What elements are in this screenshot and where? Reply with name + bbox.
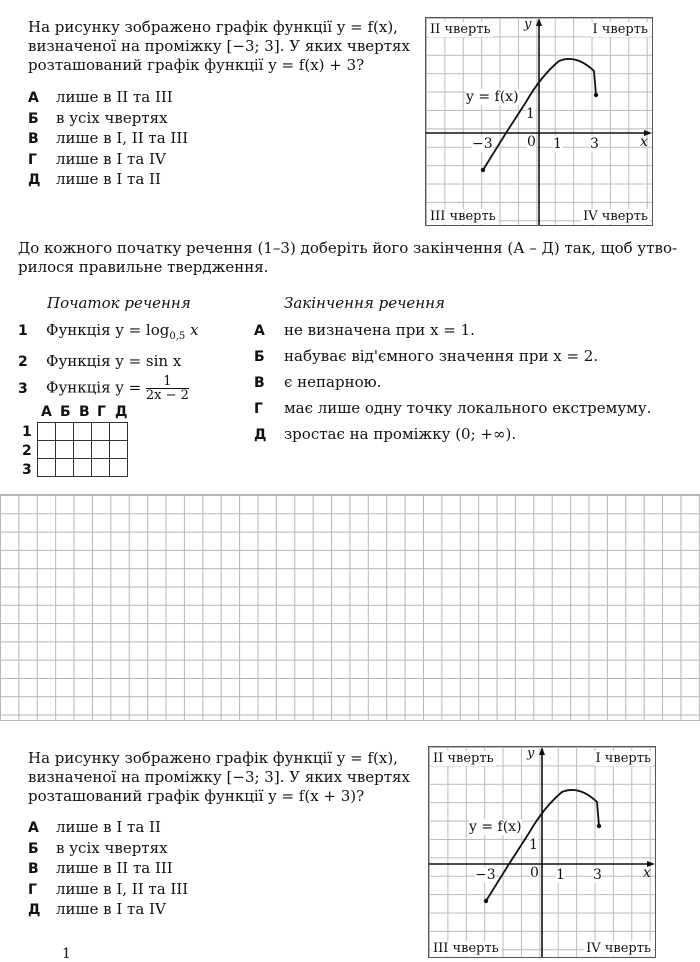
x-axis-label: x <box>640 134 648 150</box>
option-letter: А <box>28 90 39 106</box>
end-text: набуває від'ємного значення при x = 2. <box>284 347 599 365</box>
option-letter: Б <box>28 840 39 857</box>
option-text: лише в І, ІІ та ІІІ <box>56 129 189 147</box>
answer-cell[interactable] <box>110 441 128 459</box>
task3-question-line: розташований графік функції y = f(x + 3)? <box>28 787 365 805</box>
tick-y1: 1 <box>526 106 535 122</box>
column-end-heading: Закінчення речення <box>284 294 445 312</box>
option-text: лише в І та IV <box>56 149 166 168</box>
graph-2-axes-curve <box>429 747 655 957</box>
answer-col-v: В <box>79 404 90 420</box>
tick-minus3: −3 <box>475 867 496 883</box>
option-letter: Д <box>28 902 41 918</box>
answer-cell[interactable] <box>38 441 56 459</box>
answer-cell[interactable] <box>92 423 110 441</box>
start-num: 2 <box>18 354 28 370</box>
task3-question-line: визначеної на проміжку [−3; 3]. У яких чвертях <box>28 768 410 786</box>
option-text: лише в ІІ та ІІІ <box>56 859 173 877</box>
log-base: 0,5 <box>169 331 186 342</box>
task2-intro-line: До кожного початку речення (1–3) доберіть його закінчення (А – Д) так, щоб утво- <box>18 239 678 257</box>
tick-1: 1 <box>556 867 565 883</box>
task3-option-g[interactable] <box>28 880 188 901</box>
option-letter: В <box>28 131 39 147</box>
start-num: 1 <box>18 323 28 339</box>
option-text: лише в І та ІІ <box>56 818 161 836</box>
task1-option-a[interactable] <box>28 88 188 109</box>
quadrant-2-label: ІІ чверть <box>430 22 491 37</box>
task1-question-line: визначеної на проміжку [−3; 3]. У яких чвертях <box>28 37 410 55</box>
answer-grid <box>37 422 128 477</box>
answer-cell[interactable] <box>56 459 74 477</box>
option-text: лише в І та IV <box>56 900 166 918</box>
option-letter: В <box>28 861 39 877</box>
option-letter: Г <box>28 881 37 898</box>
end-item-g <box>254 396 651 422</box>
answer-cell[interactable] <box>74 459 92 477</box>
task2-intro <box>18 239 677 277</box>
graph-1-axes-curve <box>426 18 652 225</box>
end-text: зростає на проміжку (0; +∞). <box>284 425 517 443</box>
quadrant-1-label: І чверть <box>595 751 651 766</box>
option-text: лише в І та ІІ <box>56 170 161 188</box>
answer-cell[interactable] <box>92 441 110 459</box>
tick-minus3: −3 <box>472 136 493 152</box>
answer-row-1: 1 <box>22 424 32 440</box>
fraction-numerator: 1 <box>146 375 189 389</box>
task3-question-line: На рисунку зображено графік функції y = f(x), <box>28 749 398 767</box>
end-item-b <box>254 344 651 370</box>
task1-option-g[interactable] <box>28 150 188 171</box>
option-text: в усіх чвертях <box>56 108 168 127</box>
task1-options <box>28 88 188 191</box>
end-letter: Г <box>254 401 263 417</box>
answer-cell[interactable] <box>56 441 74 459</box>
task1-question-line: На рисунку зображено графік функції y = f(x), <box>28 18 398 36</box>
end-text: має лише одну точку локального екстремуму. <box>284 399 652 417</box>
end-text: є непарною. <box>284 373 382 391</box>
tick-1: 1 <box>553 136 562 152</box>
answer-col-a: А <box>41 404 52 420</box>
scratch-grid <box>0 494 700 721</box>
option-text: в усіх чвертях <box>56 838 168 857</box>
task3-option-v[interactable] <box>28 859 188 880</box>
answer-cell[interactable] <box>56 423 74 441</box>
task2-intro-line: рилося правильне твердження. <box>18 258 269 276</box>
function-graph-1 <box>425 17 653 226</box>
fraction-denominator: 2x − 2 <box>145 388 189 403</box>
tick-0: 0 <box>527 134 536 150</box>
y-axis-label: y <box>524 17 532 32</box>
task1-option-d[interactable] <box>28 170 188 191</box>
fraction <box>146 375 189 402</box>
answer-row-3: 3 <box>22 462 32 478</box>
end-item-v <box>254 370 651 396</box>
answer-row-2: 2 <box>22 443 32 459</box>
starts-list <box>18 318 198 402</box>
tick-y1: 1 <box>529 837 538 853</box>
tick-3: 3 <box>593 867 602 883</box>
start-text: Функція y = sin x <box>46 352 182 370</box>
answer-cell[interactable] <box>38 459 56 477</box>
y-axis-label: y <box>527 746 535 761</box>
tick-0: 0 <box>530 865 539 881</box>
answer-cell[interactable] <box>110 459 128 477</box>
answer-cell[interactable] <box>110 423 128 441</box>
x-axis-label: x <box>643 865 651 881</box>
start-text: Функція y = <box>46 378 146 397</box>
task1-question <box>28 18 410 75</box>
start-item-3 <box>18 375 198 402</box>
quadrant-3-label: ІІІ чверть <box>433 941 499 956</box>
quadrant-4-label: IV чверть <box>583 209 648 224</box>
answer-cell[interactable] <box>74 423 92 441</box>
end-text: не визначена при x = 1. <box>284 321 475 339</box>
task3-option-b[interactable] <box>28 839 188 860</box>
column-start-heading: Початок речення <box>47 294 191 312</box>
option-letter: Г <box>28 151 37 168</box>
answer-cell[interactable] <box>92 459 110 477</box>
answer-cell[interactable] <box>74 441 92 459</box>
option-letter: Б <box>28 110 39 127</box>
page-number: 1 <box>62 946 71 962</box>
start-text-tail: x <box>185 321 199 339</box>
tick-3: 3 <box>590 136 599 152</box>
answer-col-g: Г <box>97 404 106 420</box>
end-letter: Д <box>254 427 267 443</box>
function-label: y = f(x) <box>469 819 522 835</box>
end-item-d <box>254 422 651 448</box>
quadrant-2-label: ІІ чверть <box>433 751 494 766</box>
quadrant-1-label: І чверть <box>592 22 648 37</box>
answer-cell[interactable] <box>38 423 56 441</box>
answer-col-b: Б <box>60 404 71 420</box>
start-num: 3 <box>18 380 28 397</box>
answer-col-d: Д <box>115 404 128 420</box>
end-letter: В <box>254 375 265 391</box>
function-label: y = f(x) <box>466 89 519 105</box>
start-item-1 <box>18 318 198 349</box>
option-letter: А <box>28 820 39 836</box>
end-letter: А <box>254 323 265 339</box>
function-graph-2 <box>428 746 656 958</box>
start-item-2 <box>18 349 198 375</box>
start-text: Функція y = log <box>46 321 170 339</box>
task3-option-a[interactable] <box>28 818 188 839</box>
option-text: лише в І, ІІ та ІІІ <box>56 879 189 898</box>
task1-question-line: розташований графік функції y = f(x) + 3? <box>28 56 365 74</box>
end-item-a <box>254 318 651 344</box>
end-letter: Б <box>254 349 265 365</box>
task1-option-v[interactable] <box>28 129 188 150</box>
ends-list <box>254 318 651 448</box>
option-letter: Д <box>28 172 41 188</box>
option-text: лише в ІІ та ІІІ <box>56 88 173 106</box>
task3-option-d[interactable] <box>28 900 188 921</box>
task1-option-b[interactable] <box>28 109 188 130</box>
quadrant-3-label: ІІІ чверть <box>430 209 496 224</box>
task3-question <box>28 749 410 806</box>
task3-options <box>28 818 188 921</box>
quadrant-4-label: IV чверть <box>586 941 651 956</box>
